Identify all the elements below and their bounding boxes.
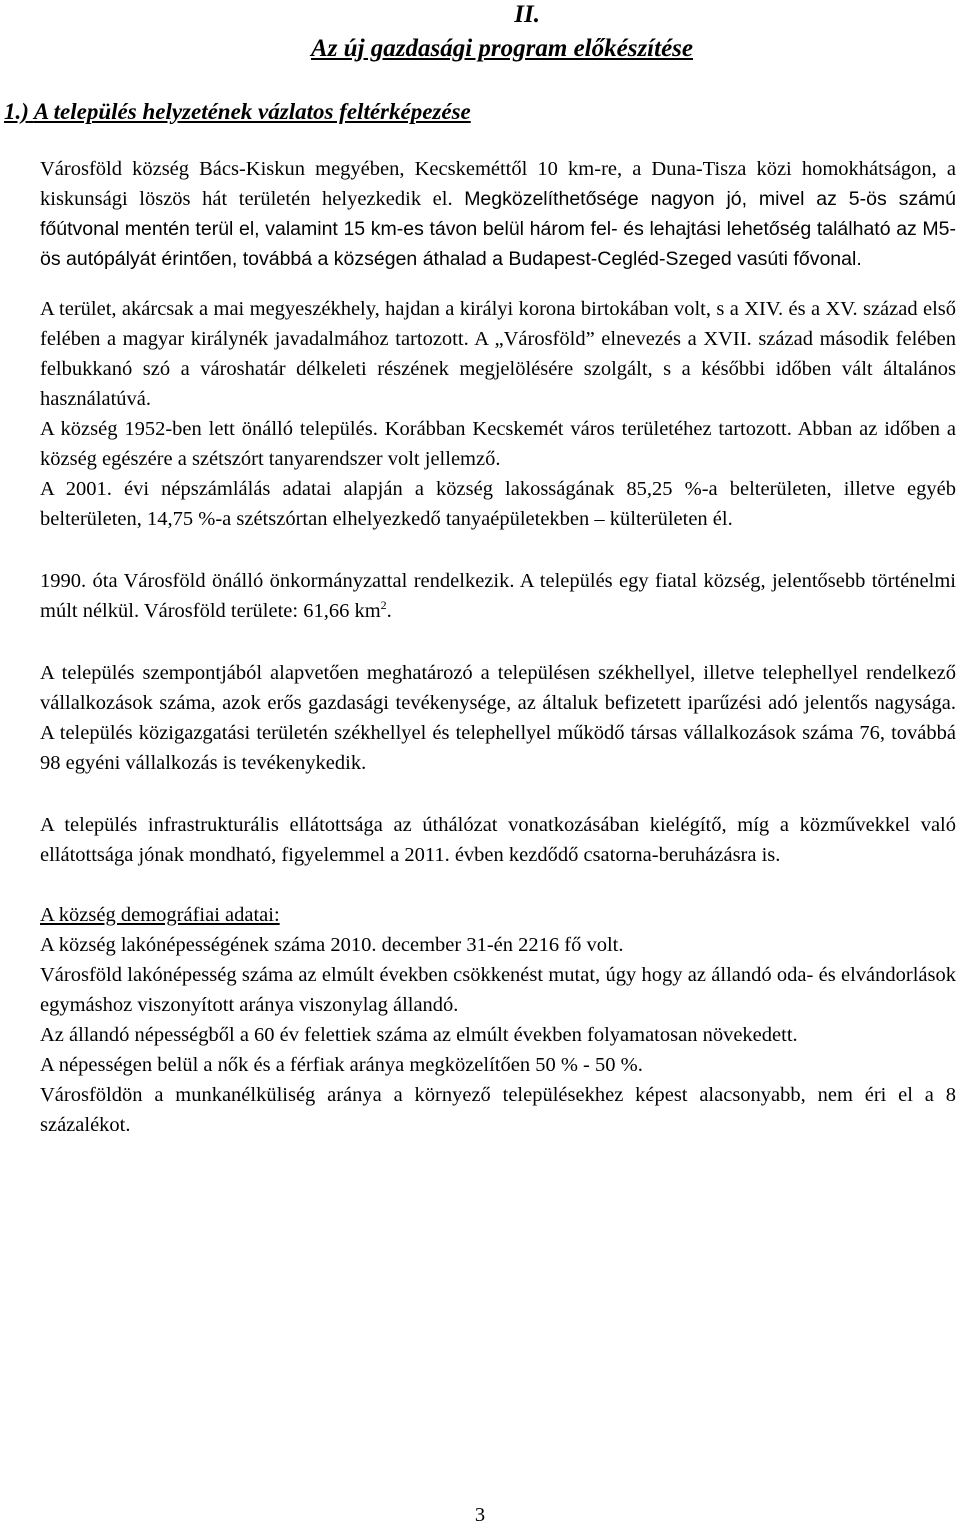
- demographics-item: A népességen belül a nők és a férfiak aránya megközelítően 50 % - 50 %.: [40, 1054, 643, 1076]
- chapter-title: Az új gazdasági program előkészítése: [311, 35, 693, 62]
- paragraph-history: A terület, akárcsak a mai megyeszékhely, hajdan a királyi korona birtokában volt, s a XIV. és a XV. század első felében a magyar királynék javadalmához tartozott. A „Városföld” elnevezés a XVII. század második felében felbukkanó szó a városhatár délkeleti részének megjelölésére szolgált, s a későbbi időben vált általános használatúvá.: [40, 298, 956, 410]
- page-number: 3: [474, 1504, 486, 1526]
- roman-numeral-heading: II.: [514, 1, 540, 28]
- demographics-item: Városföldön a munkanélküliség aránya a környező településekhez képest alacsonyabb, nem éri el a 8 százalékot.: [40, 1084, 956, 1136]
- demographics-item: A község lakónépességének száma 2010. december 31-én 2216 fő volt.: [40, 934, 624, 956]
- section-number: 1.): [4, 99, 29, 124]
- demographics-heading: A község demográfiai adatai:: [40, 904, 280, 926]
- paragraph-location-serif: Városföld község Bács-Kiskun megyében, Kecskeméttől 10 km-re, a Duna-Tisza közi homokhátságon, a kiskunsági löszös hát területén helyezkedik el.: [40, 158, 956, 210]
- paragraph-self-government-end: .: [386, 600, 392, 622]
- paragraph-independence: A község 1952-ben lett önálló település. Korábban Kecskemét város területéhez tartozott. Abban az időben a község egészére a szétszórt tanyarendszer volt jellemző.: [40, 418, 956, 470]
- paragraph-self-government-text: 1990. óta Városföld önálló önkormányzattal rendelkezik. A település egy fiatal község, jelentősebb történelmi múlt nélkül. Városföld területe: 61,66 km: [40, 570, 956, 622]
- section-title: A település helyzetének vázlatos feltérképezése: [33, 99, 471, 124]
- paragraph-location: [40, 154, 956, 274]
- superscript-two: 2: [380, 598, 387, 613]
- body-text: [40, 154, 956, 1140]
- paragraph-infrastructure: A település infrastrukturális ellátottsága az úthálózat vonatkozásában kielégítő, míg a közművekkel való ellátottsága jónak mondható, figyelemmel a 2011. évben kezdődő csatorna-beruházásra is.: [40, 814, 956, 866]
- paragraph-businesses: A település szempontjából alapvetően meghatározó a településen székhellyel, illetve telephellyel rendelkező vállalkozások száma, azok erős gazdasági tevékenysége, az általuk befizetett iparűzési adó jelentős nagysága. A település közigazgatási területén székhellyel és telephellyel működő társas vállalkozások száma 76, továbbá 98 egyéni vállalkozás is tevékenykedik.: [40, 662, 956, 774]
- paragraph-self-government: [40, 566, 956, 626]
- demographics-item: Városföld lakónépesség száma az elmúlt években csökkenést mutat, úgy hogy az állandó oda- és elvándorlások egymáshoz viszonyított aránya viszonylag állandó.: [40, 964, 956, 1016]
- demographics-item: Az állandó népességből a 60 év felettiek száma az elmúlt években folyamatosan növekedett.: [40, 1024, 798, 1046]
- paragraph-location-sans: Megközelíthetősége nagyon jó, mivel az 5-ös számú főútvonal mentén terül el, valamint 15 km-es távon belül három fel- és lehajtási lehetőség található az M5-ös autópályát érintően, továbbá a községen áthalad a Budapest-Cegléd-Szeged vasúti fővonal.: [40, 188, 957, 270]
- paragraph-census: A 2001. évi népszámlálás adatai alapján a község lakosságának 85,25 %-a belterületen, illetve egyéb belterületen, 14,75 %-a szétszórtan elhelyezkedő tanyaépületekben – külterületen él.: [40, 478, 956, 530]
- section-heading: [4, 98, 471, 126]
